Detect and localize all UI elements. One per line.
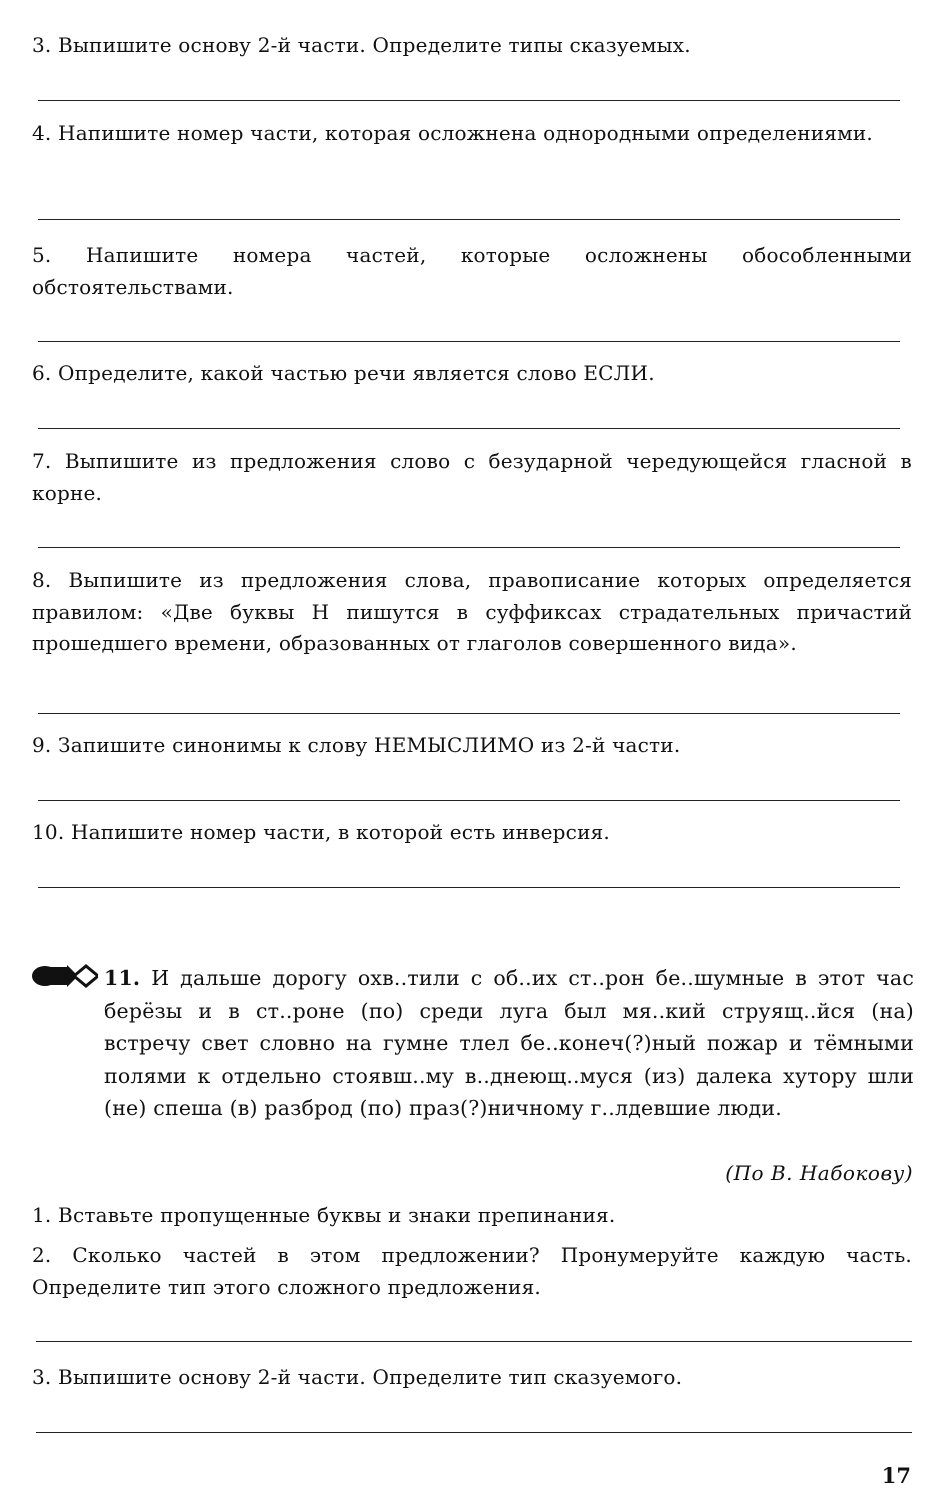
page-number: 17 — [881, 1463, 911, 1488]
question-3 — [32, 30, 912, 62]
exercise-sentence: И дальше дорогу охв..тили с об..их ст..рон бе..шумные в этот час берёзы и в ст..роне (по) среди луга был мя..кий струящ..йся (на) встречу свет словно на гумне тлел бе..конеч(?)ный пожар и тёмными полями к отдельно стоявш..му в..днеющ..муся (из) далека хутору шли (не) спеша (в) разброд (по) праз(?)ничному г..лдевшие люди. — [104, 966, 914, 1120]
task-3 — [32, 1362, 912, 1394]
task-1 — [32, 1200, 912, 1232]
exercise-number: 11. — [104, 966, 141, 990]
question-text: Выпишите из предложения слово с безударной чередующейся гласной в корне. — [32, 449, 912, 505]
task-2 — [32, 1240, 912, 1303]
question-text: Выпишите основу 2-й части. Определите тип сказуемого. — [58, 1365, 683, 1389]
question-7 — [32, 446, 912, 509]
question-6 — [32, 358, 912, 390]
question-5 — [32, 240, 912, 303]
answer-line[interactable] — [38, 100, 900, 101]
question-4 — [32, 118, 912, 150]
question-text: Выпишите основу 2-й части. Определите типы сказуемых. — [58, 33, 691, 57]
question-number: 4. — [32, 121, 52, 145]
question-text: Сколько частей в этом предложении? Пронумеруйте каждую часть. Определите тип этого сложного предложения. — [32, 1243, 912, 1299]
question-number: 6. — [32, 361, 52, 385]
answer-line[interactable] — [38, 887, 900, 888]
question-number: 3. — [32, 1365, 52, 1389]
exercise-source: (По В. Набокову) — [725, 1161, 913, 1185]
question-number: 3. — [32, 33, 52, 57]
question-10 — [32, 817, 912, 849]
answer-line[interactable] — [38, 713, 900, 714]
question-text: Вставьте пропущенные буквы и знаки препинания. — [58, 1203, 616, 1227]
answer-line[interactable] — [38, 428, 900, 429]
question-text: Напишите номер части, которая осложнена однородными определениями. — [58, 121, 873, 145]
question-8 — [32, 565, 912, 660]
question-text: Напишите номер части, в которой есть инверсия. — [70, 820, 610, 844]
question-number: 9. — [32, 733, 52, 757]
question-number: 1. — [32, 1203, 52, 1227]
question-number: 5. — [32, 243, 52, 267]
question-text: Определите, какой частью речи является слово ЕСЛИ. — [58, 361, 655, 385]
question-number: 8. — [32, 568, 52, 592]
answer-line[interactable] — [38, 547, 900, 548]
answer-line[interactable] — [36, 1341, 912, 1342]
question-number: 7. — [32, 449, 52, 473]
exercise-marker-icon — [30, 962, 98, 990]
exercise-11-text — [104, 962, 914, 1125]
question-number: 2. — [32, 1243, 52, 1267]
question-text: Напишите номера частей, которые осложнены обособленными обстоятельствами. — [32, 243, 913, 299]
question-9 — [32, 730, 912, 762]
question-text: Выпишите из предложения слова, правописание которых определяется правилом: «Две буквы Н пишутся в суффиксах страдательных причастий прошедшего времени, образованных от глаголов совершенного вида». — [32, 568, 912, 655]
answer-line[interactable] — [38, 219, 900, 220]
question-text: Запишите синонимы к слову НЕМЫСЛИМО из 2-й части. — [58, 733, 681, 757]
answer-line[interactable] — [38, 341, 900, 342]
question-number: 10. — [32, 820, 65, 844]
answer-line[interactable] — [36, 1432, 912, 1433]
answer-line[interactable] — [38, 800, 900, 801]
